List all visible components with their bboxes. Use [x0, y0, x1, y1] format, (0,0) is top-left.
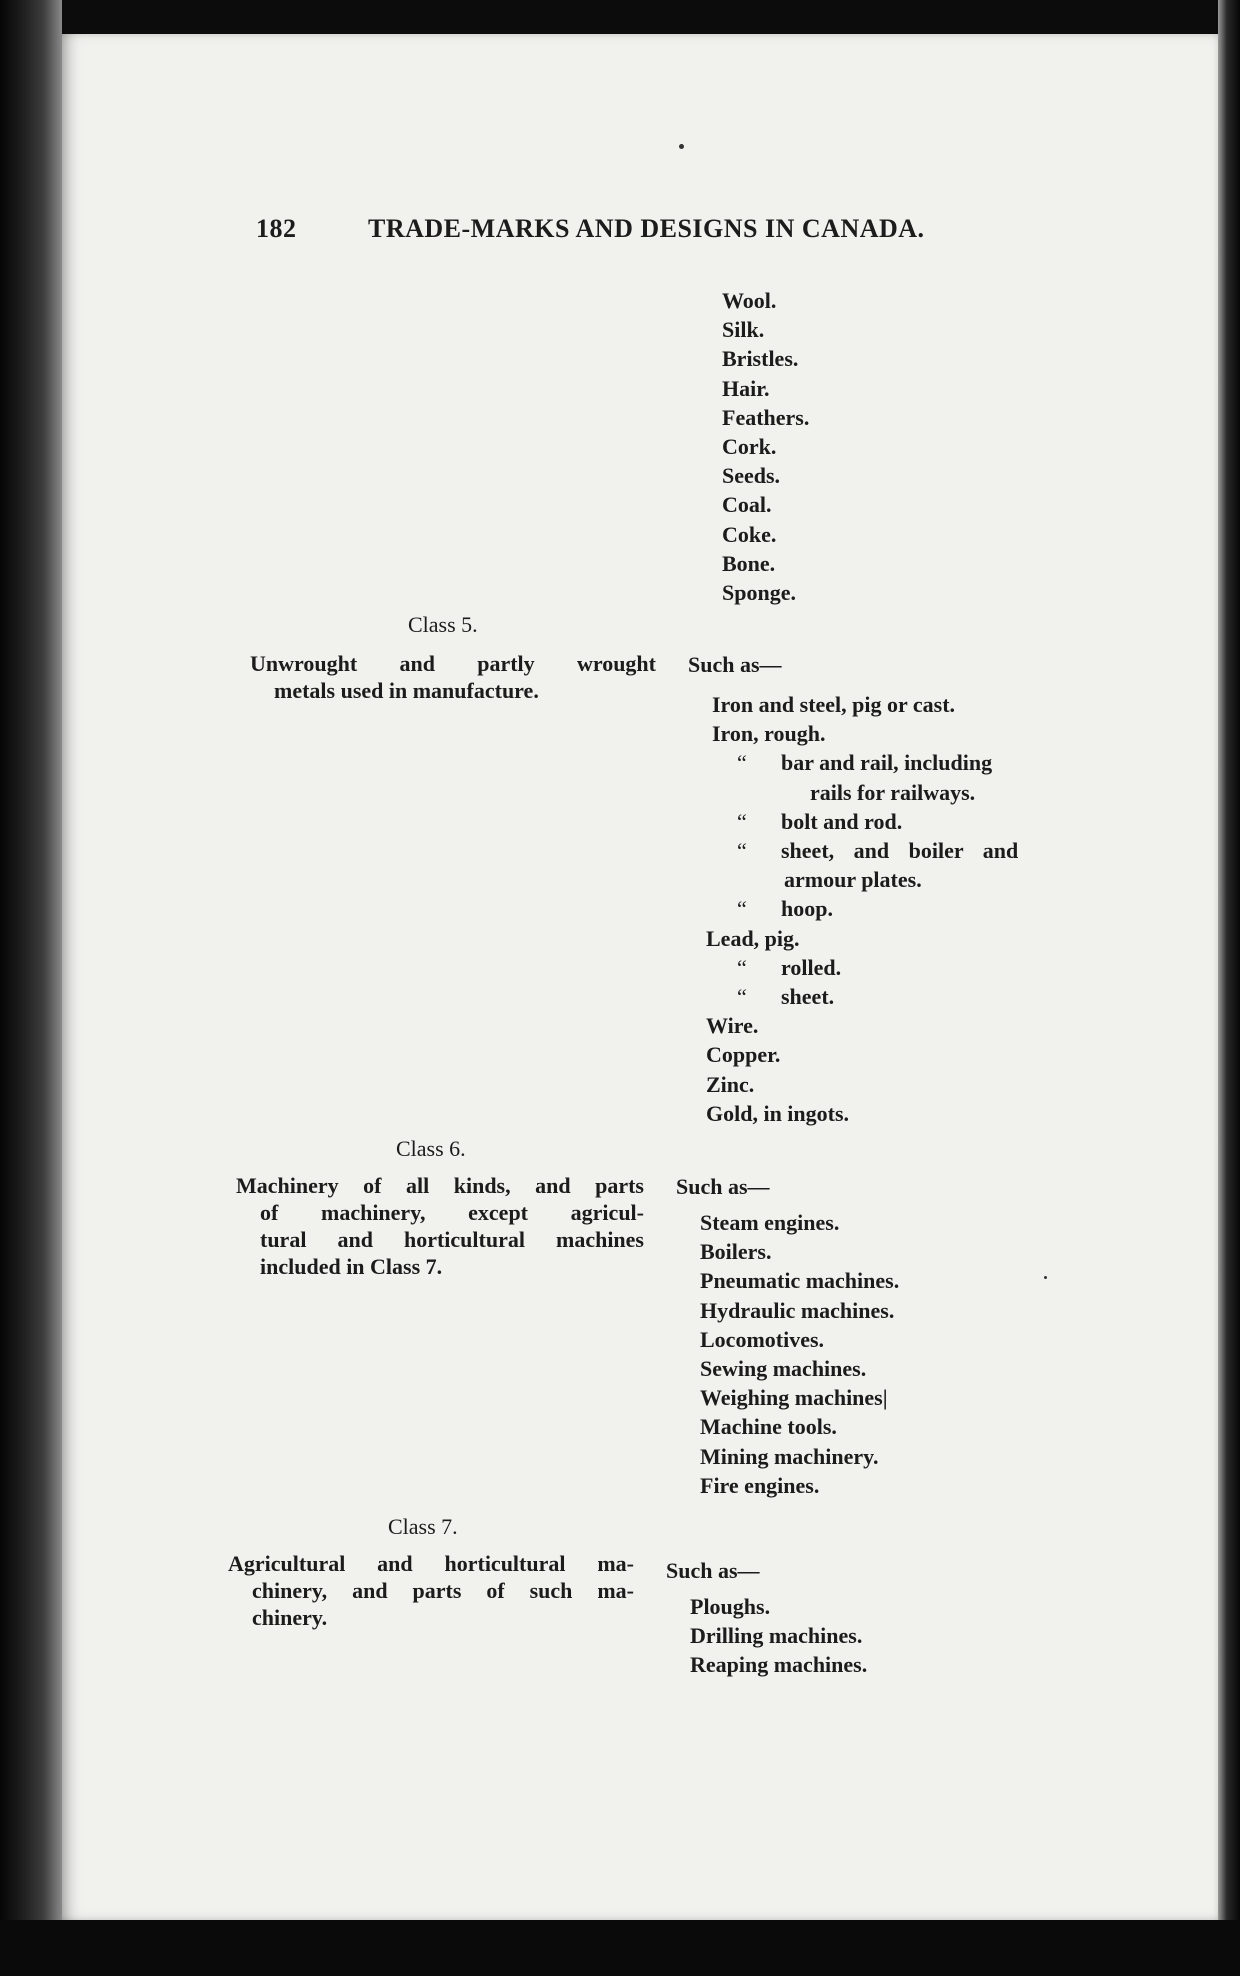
- ditto-mark: “: [737, 896, 747, 922]
- class4-continued-list: [722, 286, 809, 607]
- description-line: Agricultural and horticultural ma-: [228, 1551, 634, 1576]
- ditto-mark: “: [737, 984, 747, 1010]
- list-item: Lead, pig.: [706, 925, 800, 951]
- class6-items: [700, 1208, 899, 1500]
- ditto-mark: “: [737, 808, 747, 834]
- list-item: Weighing machines|: [700, 1385, 888, 1411]
- list-item: Hydraulic machines.: [700, 1297, 895, 1323]
- list-item: Steam engines.: [700, 1210, 840, 1235]
- ditto-mark: “: [737, 750, 747, 776]
- class5-items: [706, 690, 1019, 1128]
- list-item-continuation: rails for railways.: [810, 779, 976, 805]
- description-line: tural and horticultural machines: [260, 1227, 644, 1252]
- list-item: Wire.: [706, 1013, 759, 1039]
- list-item: Locomotives.: [700, 1326, 825, 1352]
- list-item: Sewing machines.: [700, 1356, 867, 1382]
- class6-label: Class 6.: [396, 1136, 466, 1161]
- list-item: Ploughs.: [690, 1594, 771, 1619]
- list-item: “ bar and rail, including: [712, 748, 1018, 777]
- list-item: Zinc.: [706, 1071, 755, 1097]
- class5-label: Class 5.: [408, 612, 478, 637]
- description-line: Unwrought and partly wrought: [250, 651, 656, 676]
- description-line: of machinery, except agricul-: [260, 1200, 644, 1225]
- list-item: “ bolt and rod.: [712, 807, 1018, 836]
- list-item: Iron, rough.: [712, 721, 826, 747]
- list-item: Silk.: [722, 317, 765, 343]
- list-item: Cork.: [722, 434, 777, 460]
- book-spine-left: [0, 0, 62, 1976]
- running-title: TRADE-MARKS AND DESIGNS IN CANADA.: [368, 214, 925, 243]
- list-item: Fire engines.: [700, 1472, 820, 1498]
- list-item: Machine tools.: [700, 1414, 837, 1440]
- list-item: “ rolled.: [712, 953, 1018, 982]
- description-line: metals used in manufacture.: [274, 678, 539, 703]
- scan-bottom-border: [0, 1920, 1240, 1976]
- list-item: Mining machinery.: [700, 1443, 879, 1469]
- list-item: Boilers.: [700, 1239, 772, 1265]
- paper-speck: [1044, 1276, 1047, 1279]
- list-item: Iron and steel, pig or cast.: [712, 692, 956, 717]
- list-item: Drilling machines.: [690, 1623, 863, 1649]
- list-item: Gold, in ingots.: [706, 1100, 850, 1126]
- class6-such-as: Such as—: [676, 1174, 770, 1199]
- list-item: Reaping machines.: [690, 1652, 868, 1678]
- list-item: “ sheet.: [712, 982, 1018, 1011]
- list-item: “ sheet, and boiler and: [712, 836, 1018, 865]
- class7-items: [690, 1592, 867, 1680]
- class7-label: Class 7.: [388, 1514, 458, 1539]
- description-line: chinery.: [252, 1605, 328, 1630]
- class7-such-as: Such as—: [666, 1558, 760, 1583]
- ditto-mark: “: [737, 838, 747, 864]
- list-item: Bone.: [722, 550, 776, 576]
- list-item: Pneumatic machines.: [700, 1268, 900, 1294]
- list-item: Copper.: [706, 1042, 781, 1068]
- ditto-mark: “: [737, 954, 747, 980]
- list-item: Feathers.: [722, 404, 810, 430]
- list-item: Hair.: [722, 375, 770, 401]
- paper-speck: [679, 144, 684, 149]
- list-item: Coal.: [722, 492, 772, 518]
- description-line: included in Class 7.: [260, 1254, 443, 1279]
- book-edge-right: [1218, 0, 1240, 1976]
- list-item: Bristles.: [722, 346, 799, 372]
- list-item: “ hoop.: [712, 894, 1018, 923]
- class5-such-as: Such as—: [688, 652, 782, 677]
- list-item: Seeds.: [722, 463, 781, 489]
- description-line: chinery, and parts of such ma-: [252, 1578, 634, 1603]
- page-number: 182: [256, 214, 297, 243]
- list-item: Coke.: [722, 521, 777, 547]
- list-item: Wool.: [722, 288, 777, 313]
- class6-description: [236, 1172, 644, 1280]
- list-item-continuation: armour plates.: [784, 867, 922, 893]
- class7-description: [228, 1550, 634, 1631]
- list-item: Sponge.: [722, 580, 796, 606]
- class5-description: [250, 650, 656, 704]
- page-sheet: [62, 34, 1222, 1920]
- description-line: Machinery of all kinds, and parts: [236, 1173, 644, 1198]
